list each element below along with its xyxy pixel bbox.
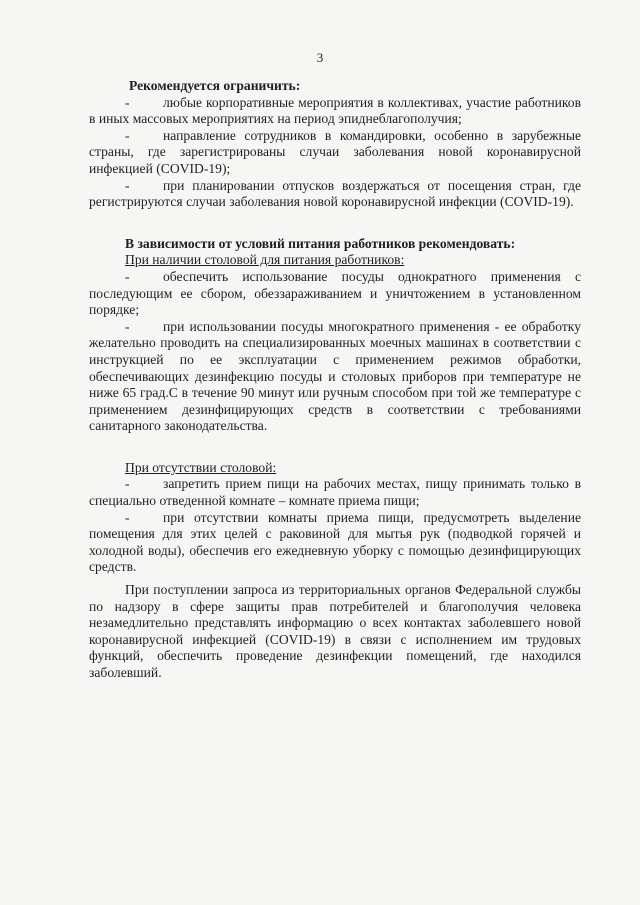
- section-heading-restrict: Рекомендуется ограничить:: [129, 78, 301, 93]
- list-item: - обеспечить использование посуды однократного применения с последующим ее сбором, обеззараживанием и уничтожением в установленном порядке;: [89, 268, 581, 318]
- list-item: - при отсутствии комнаты приема пищи, предусмотреть выделение помещения для этих целей с раковиной для мытья рук (подводкой горячей и холодной воды), обеспечив его ежедневную уборку с помощью дезинфицирующих средств.: [89, 509, 581, 575]
- list-item: - запретить прием пищи на рабочих местах, пищу принимать только в специально отведенной комнате – комнате приема пищи;: [89, 476, 581, 509]
- list-dash: -: [125, 509, 130, 525]
- subheading-with-canteen: При наличии столовой для питания работников:: [125, 252, 405, 268]
- list-dash: -: [125, 94, 130, 110]
- list-dash: -: [125, 127, 130, 143]
- closing-paragraph: При поступлении запроса из территориальных органов Федеральной службы по надзору в сфере защиты прав потребителей и благополучия человека незамедлительно представлять информацию о всех контактах заболевшего новой коронавирусной инфекцией (COVID-19) в связи с исполнением им трудовых функций, обеспечить проведение дезинфекции помещений, где находился заболевший.: [89, 582, 581, 680]
- page-number: 3: [316, 50, 324, 65]
- document-body: [89, 78, 581, 682]
- list-item: - направление сотрудников в командировки, особенно в зарубежные страны, где зарегистрированы случаи заболевания новой коронавирусной инфекцией (COVID-19);: [89, 127, 581, 176]
- list-item: - любые корпоративные мероприятия в коллективах, участие работников в иных массовых мероприятиях на период эпиднеблагополучия;: [89, 94, 581, 127]
- list-dash: -: [125, 177, 130, 193]
- list-item: - при использовании посуды многократного применения - ее обработку желательно проводить на специализированных моечных машинах в соответствии с инструкцией по ее эксплуатации с применением режимов обработки, обеспечивающих дезинфекцию посуды и столовых приборов при температуре не ниже 65 град.С в течение 90 минут или ручным способом при той же температуре с применением дезинфицирующих средств в соответствии с требованиями санитарного законодательства.: [89, 318, 581, 434]
- list-item: - при планировании отпусков воздержаться от посещения стран, где регистрируются случаи заболевания новой коронавирусной инфекции (COVID-19).: [89, 177, 581, 210]
- subheading-without-canteen: При отсутствии столовой:: [125, 459, 277, 475]
- section-heading-meals: В зависимости от условий питания работников рекомендовать:: [125, 235, 516, 251]
- list-dash: -: [125, 318, 130, 334]
- list-dash: -: [125, 476, 130, 492]
- list-dash: -: [125, 268, 130, 284]
